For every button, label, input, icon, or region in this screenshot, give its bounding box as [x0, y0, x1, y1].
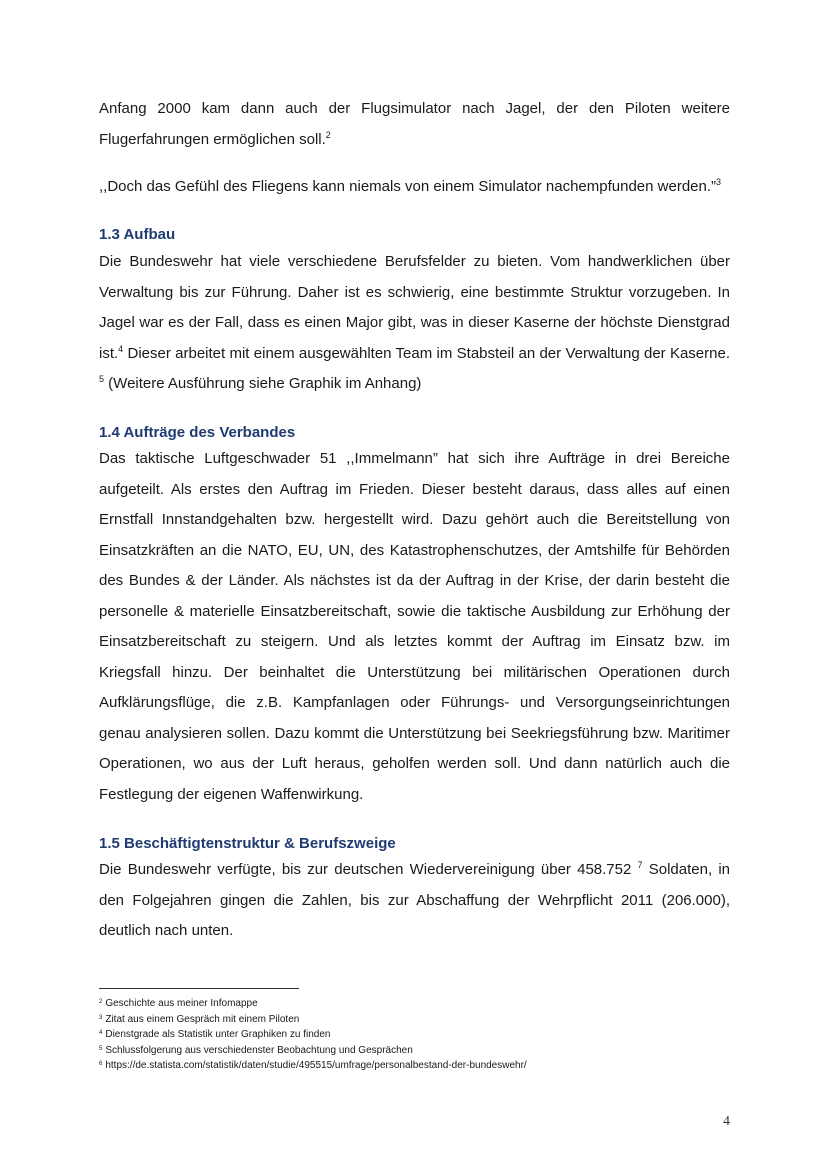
section-1-3-body: [99, 247, 730, 400]
footnote-item-url[interactable]: $^6$ https://de.statista.com/statistik/daten/studie/495515/umfrage/personalbestand-der-bundeswehr/: [99, 1060, 527, 1071]
heading-1-4: 1.4 Aufträge des Verbandes: [99, 424, 296, 441]
footnote-item: $^5$ Schlussfolgerung aus verschiedenster Beobachtung und Gesprächen: [99, 1044, 413, 1056]
footnote-ref-2[interactable]: 2: [325, 129, 331, 140]
footnote-separator: [99, 988, 299, 989]
intro-paragraph: [99, 94, 730, 155]
footnote-ref-3[interactable]: 3: [716, 177, 722, 187]
section-1-3-note: (Weitere Ausführung siehe Graphik im Anhang): [104, 375, 422, 392]
section-1-5-text: Die Bundeswehr verfügte, bis zur deutschen Wiedervereinigung über 458.752: [99, 861, 638, 878]
section-1-5-body: [99, 855, 730, 947]
section-1-4-text: Das taktische Luftgeschwader 51 ,,Immelmann” hat sich ihre Aufträge in drei Bereiche aufgeteilt. Als erstes den Auftrag im Frieden. Dieser besteht daraus, dass alles auf einen Ernstfall Innstandgehalten bzw. hergestellt wird. Dazu gehört auch die Bereitstellung von Einsatzkräften an die NATO, EU, UN, des Katastrophenschutzes, der Amtshilfe für Behörden des Bundes & der Länder. Als nächstes ist da der Auftrag in der Krise, der darin besteht die personelle & materielle Einsatzbereitschaft, sowie die taktische Ausbildung zur Erhöhung der Einsatzbereitschaft zu steigern. Und als letztes kommt der Auftrag im Einsatz bzw. im Kriegsfall hinzu. Der beinhaltet die Unterstützung bei militärischen Operationen durch Aufklärungsflüge, die z.B. Kampfanlagen oder Führungs- und Versorgungseinrichtungen genau analysieren sollen. Dazu kommt die Unterstützung bei Seekriegsführung bzw. Maritimer Operationen, wo aus der Luft heraus, geholfen werden soll. Und dann natürlich auch die Festlegung der eigenen Waffenwirkung.: [99, 450, 730, 803]
footnotes: [99, 996, 739, 1074]
heading-1-3: 1.3 Aufbau: [99, 226, 176, 243]
quote-paragraph: [99, 172, 730, 203]
section-1-4-body: [99, 444, 730, 810]
intro-text: Anfang 2000 kam dann auch der Flugsimulator nach Jagel, der den Piloten weitere Flugerfahrungen ermöglichen soll.: [99, 100, 730, 148]
section-1-3-text: Die Bundeswehr hat viele verschiedene Berufsfelder zu bieten. Vom handwerklichen über Verwaltung bis zur Führung. Daher ist es schwierig, eine bestimmte Struktur vorzugeben. In Jagel war es der Fall, dass es einen Major gibt, was in dieser Kaserne der höchste Dienstgrad ist.: [99, 253, 730, 362]
footnote-item: $^3$ Zitat aus einem Gespräch mit einem Piloten: [99, 1013, 300, 1025]
footnote-item: $^4$ Dienstgrade als Statistik unter Graphiken zu finden: [99, 1029, 331, 1040]
footnote-ref-5[interactable]: 5: [99, 374, 105, 384]
footnote-ref-7[interactable]: 7: [637, 860, 643, 870]
footnote-item: $^2$ Geschichte aus meiner Infomappe: [99, 998, 258, 1009]
pilot-quote: ,,Doch das Gefühl des Fliegens kann niemals von einem Simulator nachempfunden werden.”: [99, 178, 717, 195]
section-1-3-text-cont: Dieser arbeitet mit einem ausgewählten Team im Stabsteil an der Verwaltung der Kaserne.: [123, 344, 730, 362]
footnote-ref-4[interactable]: 4: [118, 343, 124, 354]
page-number: 4: [723, 1114, 730, 1129]
section-1-5-text-cont: Soldaten, in den Folgejahren gingen die Zahlen, bis zur Abschaffung der Wehrpflicht 2011 (206.000), deutlich nach unten.: [99, 861, 730, 939]
heading-1-5: 1.5 Beschäftigtenstruktur & Berufszweige: [99, 835, 396, 852]
